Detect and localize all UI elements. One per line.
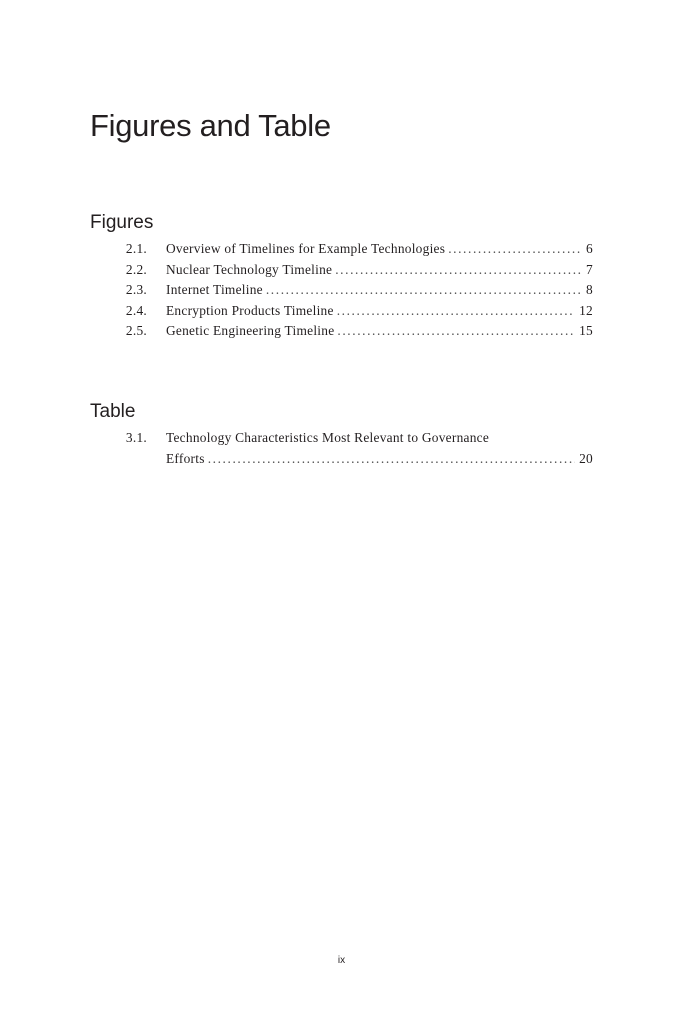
table-number: 3.1. bbox=[125, 430, 147, 445]
dot-leader bbox=[335, 260, 582, 281]
figure-title: Internet Timeline bbox=[166, 282, 263, 298]
figure-page: 15 bbox=[579, 323, 593, 339]
tables-list bbox=[90, 428, 593, 469]
figure-title: Nuclear Technology Timeline bbox=[166, 261, 333, 277]
figure-number: 2.3. bbox=[125, 282, 147, 298]
figure-page: 6 bbox=[586, 241, 593, 256]
figure-entry[interactable] bbox=[90, 321, 593, 342]
figure-number: 2.1. bbox=[125, 241, 147, 256]
figure-title: Encryption Products Timeline bbox=[166, 302, 334, 318]
page-number: ix bbox=[337, 955, 346, 966]
figures-list bbox=[90, 239, 593, 342]
table-heading: Table bbox=[90, 401, 136, 422]
figure-page: 12 bbox=[579, 302, 593, 318]
figure-entry[interactable] bbox=[90, 301, 593, 322]
page-title: Figures and Table bbox=[90, 108, 331, 143]
figure-title: Overview of Timelines for Example Technologies bbox=[166, 241, 446, 256]
figure-entry[interactable] bbox=[90, 280, 593, 301]
table-page: 20 bbox=[579, 450, 593, 466]
dot-leader bbox=[337, 301, 575, 322]
figure-page: 7 bbox=[586, 261, 593, 277]
table-title-line1: Technology Characteristics Most Relevant to Governance bbox=[166, 430, 490, 445]
figure-title: Genetic Engineering Timeline bbox=[166, 323, 335, 339]
figures-heading: Figures bbox=[90, 212, 154, 233]
figure-number: 2.2. bbox=[125, 261, 147, 277]
figure-number: 2.5. bbox=[125, 323, 147, 339]
table-entry[interactable] bbox=[90, 428, 593, 469]
dot-leader bbox=[448, 239, 582, 260]
dot-leader bbox=[337, 321, 575, 342]
figure-entry[interactable] bbox=[90, 260, 593, 281]
figure-entry[interactable] bbox=[90, 239, 593, 260]
table-title-line2: Efforts bbox=[166, 450, 205, 466]
figure-page: 8 bbox=[586, 282, 593, 298]
figure-number: 2.4. bbox=[125, 302, 147, 318]
dot-leader bbox=[208, 449, 575, 470]
dot-leader bbox=[266, 280, 582, 301]
